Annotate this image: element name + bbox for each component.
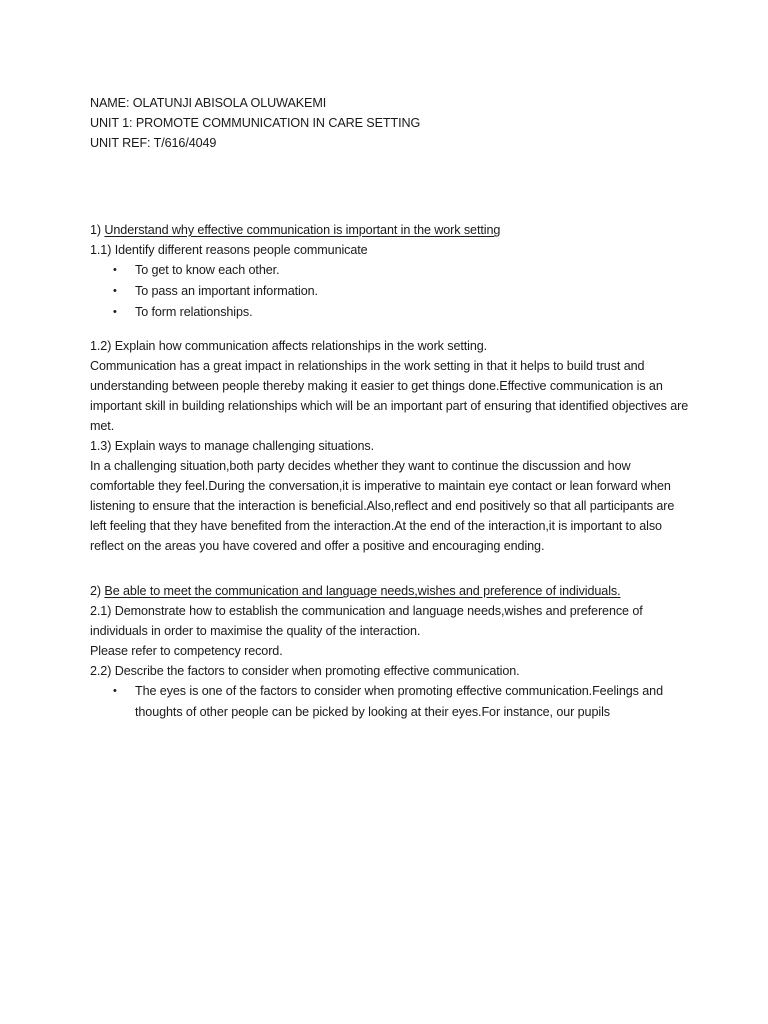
bullet-icon: • [113,685,117,697]
answer-2-1: Please refer to competency record. [90,644,283,658]
question-1-2: 1.2) Explain how communication affects relationships in the work setting. [90,339,488,353]
question-2-2: 2.2) Describe the factors to consider when promoting effective communication. [90,664,520,678]
section-2-heading [90,581,690,601]
question-2-1: 2.1) Demonstrate how to establish the communication and language needs,wishes and preference of individuals in order to maximise the quality of the interaction. [90,604,643,638]
list-item-text: To get to know each other. [135,263,280,277]
answer-2-2-list [90,681,690,723]
list-item [90,260,690,281]
question-1-3: 1.3) Explain ways to manage challenging situations. [90,439,375,453]
spacer [90,153,690,220]
section-1-heading [90,220,690,240]
list-item [90,281,690,302]
unit-reference: UNIT REF: T/616/4049 [90,136,217,150]
document-body [90,93,690,736]
list-item-text: The eyes is one of the factors to consider when promoting effective communication.Feelings and thoughts of other people can be picked by looking at their eyes.For instance, our pupils [135,684,663,719]
bullet-icon: • [113,306,117,318]
student-name: NAME: OLATUNJI ABISOLA OLUWAKEMI [90,96,327,110]
list-item-text: To form relationships. [135,305,253,319]
section-1-number: 1) [90,223,105,237]
list-item-text: To pass an important information. [135,284,318,298]
section-2-title: Be able to meet the communication and language needs,wishes and preference of individuals. [104,584,621,598]
section-2-number: 2) [90,584,105,598]
question-1-1: 1.1) Identify different reasons people communicate [90,243,368,257]
section-1-title: Understand why effective communication is important in the work setting [104,223,501,237]
answer-1-2: Communication has a great impact in relationships in the work setting in that it helps to build trust and understanding between people thereby making it easier to get things done.Effective communication is an important skill in building relationships which will be an important part of ensuring that identified objectives are met. [90,359,689,433]
answer-1-3: In a challenging situation,both party decides whether they want to continue the discussion and how comfortable they feel.During the conversation,it is imperative to maintain eye contact or lean forward when listening to ensure that the interaction is beneficial.Also,reflect and end positively so that all participants are left feeling that they have benefited from the interaction.At the end of the interaction,it is important to also reflect on the areas you have covered and offer a positive and encouraging ending. [90,459,675,553]
bullet-icon: • [113,285,117,297]
unit-title: UNIT 1: PROMOTE COMMUNICATION IN CARE SETTING [90,116,421,130]
list-item [90,302,690,323]
bullet-icon: • [113,264,117,276]
answer-1-1-list [90,260,690,323]
list-item [90,681,690,723]
spacer [90,556,690,581]
